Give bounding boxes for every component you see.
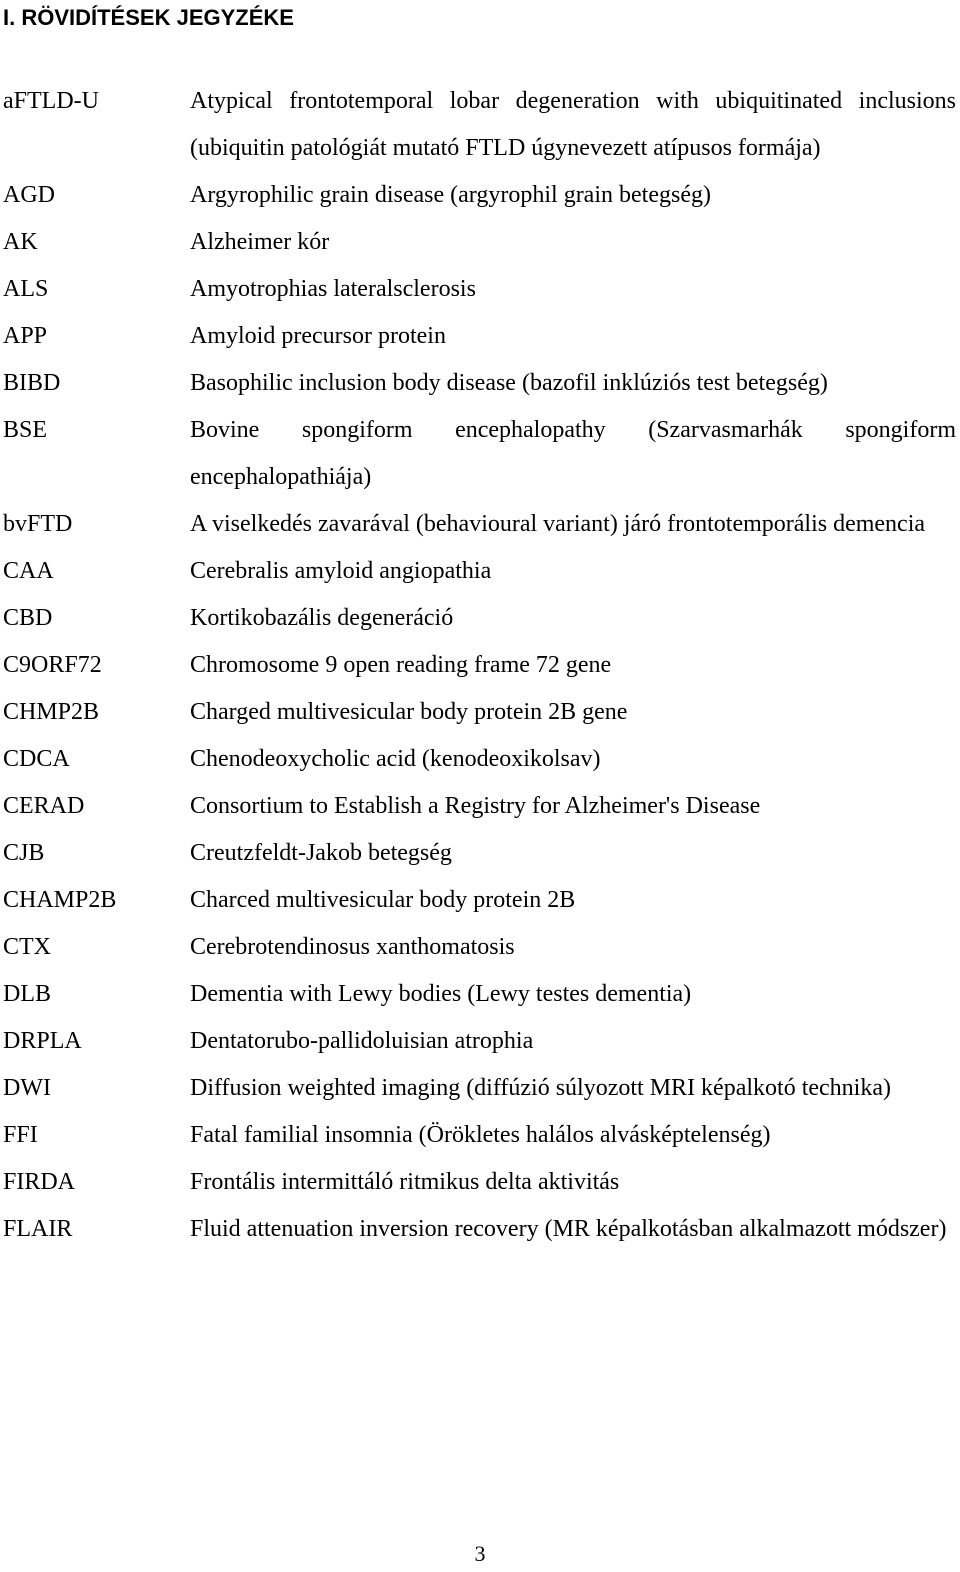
abbreviation-term: ALS xyxy=(3,276,49,302)
abbreviation-entry xyxy=(0,172,960,219)
abbreviation-definition: A viselkedés zavarával (behavioural variant) járó frontotemporális demencia xyxy=(190,511,926,537)
abbreviation-term: FIRDA xyxy=(3,1169,76,1195)
abbreviation-term: BIBD xyxy=(3,370,61,396)
abbreviation-term: CJB xyxy=(3,840,45,866)
abbreviation-definition: Amyloid precursor protein xyxy=(190,323,446,349)
abbreviation-entry xyxy=(0,1159,960,1206)
abbreviation-definition: Basophilic inclusion body disease (bazofil inklúziós test betegség) xyxy=(190,370,828,396)
abbreviation-definition: Alzheimer kór xyxy=(190,229,330,255)
abbreviation-list xyxy=(0,78,960,1253)
abbreviation-term: aFTLD-U xyxy=(3,88,99,114)
abbreviation-entry xyxy=(0,1065,960,1112)
abbreviation-term: DRPLA xyxy=(3,1028,82,1054)
abbreviation-definition: Kortikobazális degeneráció xyxy=(190,605,454,631)
abbreviation-term: CHMP2B xyxy=(3,699,100,725)
abbreviation-definition: Creutzfeldt-Jakob betegség xyxy=(190,840,452,866)
abbreviation-entry xyxy=(0,78,960,172)
abbreviation-term: CDCA xyxy=(3,746,70,772)
abbreviation-definition: Cerebrotendinosus xanthomatosis xyxy=(190,934,515,960)
abbreviation-entry xyxy=(0,736,960,783)
abbreviation-entry xyxy=(0,783,960,830)
abbreviation-entry xyxy=(0,313,960,360)
abbreviation-definition: Charced multivesicular body protein 2B xyxy=(190,887,576,913)
abbreviation-entry xyxy=(0,595,960,642)
abbreviation-term: C9ORF72 xyxy=(3,652,102,678)
abbreviation-definition: Charged multivesicular body protein 2B gene xyxy=(190,699,628,725)
abbreviation-entry xyxy=(0,548,960,595)
abbreviation-entry xyxy=(0,1112,960,1159)
abbreviation-entry xyxy=(0,407,960,501)
abbreviation-definition: Consortium to Establish a Registry for Alzheimer's Disease xyxy=(190,793,761,819)
abbreviation-definition: Argyrophilic grain disease (argyrophil grain betegség) xyxy=(190,182,711,208)
abbreviation-definition: Frontális intermittáló ritmikus delta aktivitás xyxy=(190,1169,620,1195)
abbreviation-term: DWI xyxy=(3,1075,51,1101)
abbreviation-entry xyxy=(0,1206,960,1253)
abbreviation-term: FLAIR xyxy=(3,1216,73,1242)
abbreviation-term: BSE xyxy=(3,417,48,443)
abbreviation-definition: Chromosome 9 open reading frame 72 gene xyxy=(190,652,612,678)
abbreviation-definition: Fatal familial insomnia (Örökletes halálos alvásképtelenség) xyxy=(190,1122,771,1148)
abbreviation-definition: Bovine spongiform encephalopathy (Szarvasmarhák spongiform encephalopathiája) xyxy=(190,417,956,490)
abbreviation-definition: Dementia with Lewy bodies (Lewy testes dementia) xyxy=(190,981,692,1007)
abbreviation-definition: Chenodeoxycholic acid (kenodeoxikolsav) xyxy=(190,746,601,772)
abbreviation-definition: Dentatorubo-pallidoluisian atrophia xyxy=(190,1028,534,1054)
abbreviation-definition: Amyotrophias lateralsclerosis xyxy=(190,276,476,302)
abbreviation-entry xyxy=(0,266,960,313)
abbreviation-entry xyxy=(0,360,960,407)
abbreviation-entry xyxy=(0,830,960,877)
abbreviation-definition: Atypical frontotemporal lobar degeneration with ubiquitinated inclusions (ubiquitin patológiát mutató FTLD úgynevezett atípusos formája) xyxy=(190,88,956,161)
abbreviation-definition: Fluid attenuation inversion recovery (MR képalkotásban alkalmazott módszer) xyxy=(190,1216,947,1242)
abbreviation-entry xyxy=(0,924,960,971)
abbreviation-entry xyxy=(0,501,960,548)
abbreviation-term: APP xyxy=(3,323,48,349)
abbreviation-definition: Diffusion weighted imaging (diffúzió súlyozott MRI képalkotó technika) xyxy=(190,1075,891,1101)
abbreviation-term: bvFTD xyxy=(3,511,73,537)
abbreviation-term: AK xyxy=(3,229,38,255)
abbreviation-entry xyxy=(0,642,960,689)
abbreviation-entry xyxy=(0,219,960,266)
page-number: 3 xyxy=(474,1541,486,1566)
abbreviation-term: DLB xyxy=(3,981,51,1007)
abbreviation-definition: Cerebralis amyloid angiopathia xyxy=(190,558,492,584)
abbreviation-entry xyxy=(0,1018,960,1065)
abbreviation-term: FFI xyxy=(3,1122,38,1148)
page-title: I. RÖVIDÍTÉSEK JEGYZÉKE xyxy=(3,5,294,30)
abbreviation-entry xyxy=(0,971,960,1018)
abbreviation-term: CERAD xyxy=(3,793,85,819)
abbreviation-term: AGD xyxy=(3,182,55,208)
abbreviation-term: CHAMP2B xyxy=(3,887,117,913)
abbreviation-entry xyxy=(0,689,960,736)
abbreviation-term: CTX xyxy=(3,934,51,960)
abbreviation-entry xyxy=(0,877,960,924)
abbreviation-term: CAA xyxy=(3,558,54,584)
abbreviation-term: CBD xyxy=(3,605,53,631)
